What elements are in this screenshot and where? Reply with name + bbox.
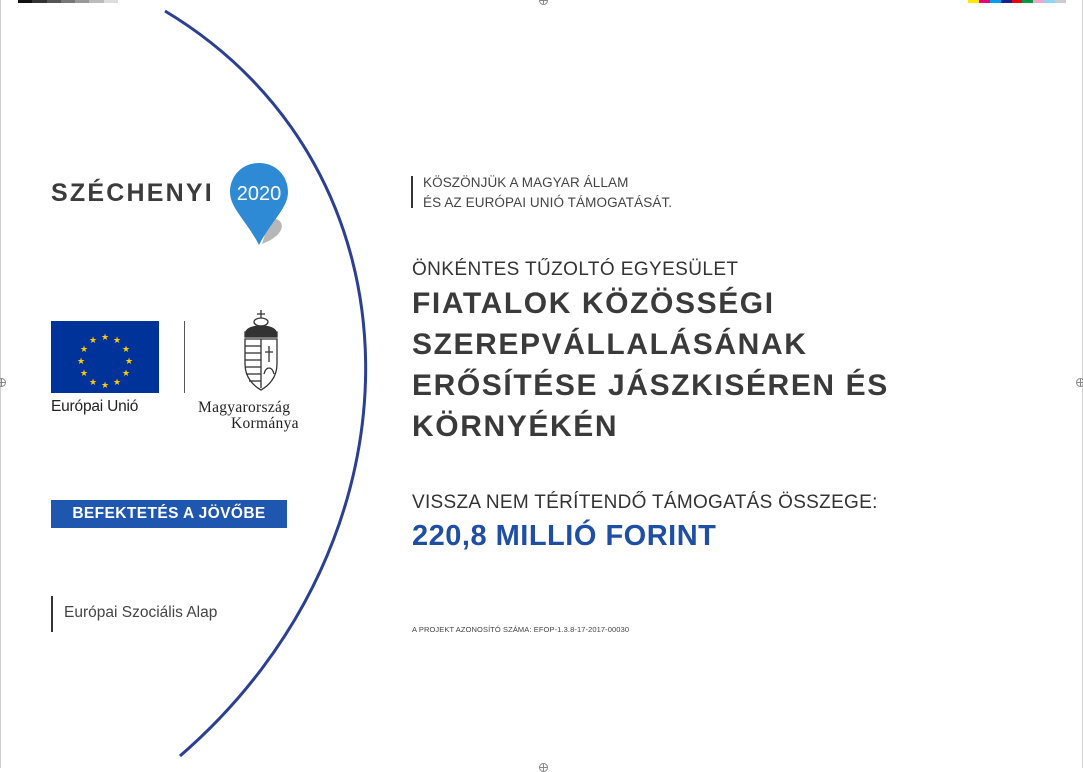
svg-text:★: ★	[100, 381, 110, 391]
eu-label: Európai Unió	[51, 398, 139, 415]
color-calibration-bar	[968, 0, 1066, 3]
svg-text:★: ★	[88, 336, 98, 346]
hungarian-coat-of-arms-icon	[238, 308, 284, 394]
fund-divider	[51, 596, 53, 632]
project-title-line: FIATALOK KÖZÖSSÉGI	[412, 287, 775, 320]
szechenyi-wordmark: SZÉCHENYI	[51, 179, 214, 207]
svg-text:★: ★	[79, 345, 89, 355]
registration-mark-bottom-icon	[539, 763, 548, 772]
svg-text:★: ★	[124, 357, 134, 367]
thanks-divider	[411, 176, 413, 208]
logo-divider	[184, 321, 185, 393]
government-label-line1: Magyarország	[198, 399, 291, 416]
svg-text:★: ★	[112, 336, 122, 346]
svg-text:★: ★	[79, 369, 89, 379]
svg-text:★: ★	[88, 378, 98, 388]
investment-badge: BEFEKTETÉS A JÖVŐBE	[51, 500, 287, 528]
eu-flag	[51, 321, 159, 393]
svg-text:★: ★	[112, 378, 122, 388]
registration-mark-right-icon	[1076, 378, 1083, 387]
thanks-text-line1: KÖSZÖNJÜK A MAGYAR ÁLLAM	[423, 175, 629, 190]
project-title-line: SZEREPVÁLLALÁSÁNAK	[412, 328, 808, 361]
project-id: A PROJEKT AZONOSÍTÓ SZÁMA: EFOP-1.3.8-17-2017-00030	[412, 625, 630, 634]
beneficiary-name: ÖNKÉNTES TŰZOLTÓ EGYESÜLET	[412, 259, 739, 280]
svg-text:★: ★	[121, 369, 131, 379]
svg-text:★: ★	[100, 333, 110, 343]
project-title-line: ERŐSÍTÉSE JÁSZKISÉREN ÉS	[412, 369, 889, 402]
szechenyi-year: 2020	[236, 183, 282, 205]
thanks-text-line2: ÉS AZ EURÓPAI UNIÓ TÁMOGATÁSÁT.	[423, 195, 673, 210]
grant-amount: 220,8 MILLIÓ FORINT	[412, 520, 717, 552]
eu-stars-icon	[51, 321, 159, 393]
svg-text:★: ★	[76, 357, 86, 367]
project-title-line: KÖRNYÉKÉN	[412, 410, 619, 443]
grant-label: VISSZA NEM TÉRÍTENDŐ TÁMOGATÁS ÖSSZEGE:	[412, 492, 878, 513]
fund-label: Európai Szociális Alap	[64, 604, 218, 621]
szechenyi-2020-pin-icon	[228, 160, 292, 250]
government-label-line2: Kormánya	[231, 415, 299, 432]
svg-text:★: ★	[121, 345, 131, 355]
